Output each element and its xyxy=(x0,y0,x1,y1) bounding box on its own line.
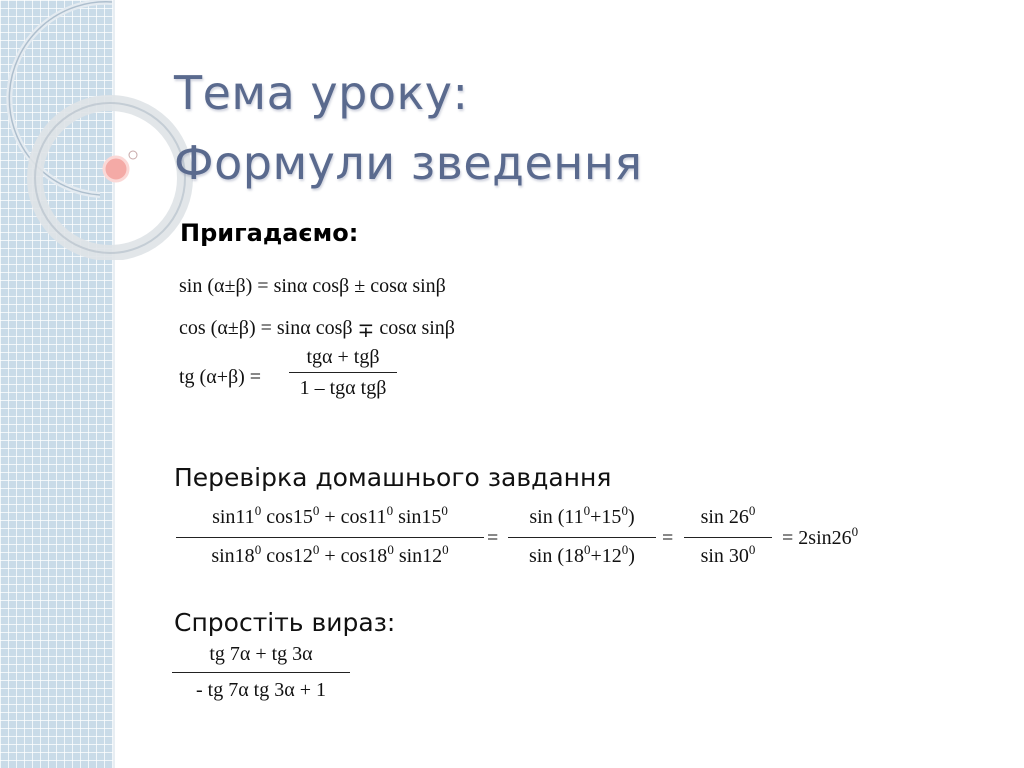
tg-sum-numerator: tgα + tgβ xyxy=(306,346,380,368)
homework-fraction-1-numerator: $\sin 11^0$ $\cos 15^0 + \cos 11^0$ $\sin 15^0$ xyxy=(212,503,448,528)
decorative-side-strip xyxy=(0,0,115,768)
small-dot-icon xyxy=(129,151,137,159)
sin-sum-formula: sin (α±β) = sinα cosβ ± cosα sinβ xyxy=(179,275,446,297)
homework-result: = $2\sin 26^0$ xyxy=(782,524,859,549)
recall-label: Пригадаємо: xyxy=(180,219,359,247)
simplify-numerator: tg 7α + tg 3α xyxy=(209,643,313,665)
homework-fraction-3-numerator: $\sin 26^0$ xyxy=(700,503,756,528)
fraction-bar xyxy=(172,672,350,673)
homework-fraction-1-denominator: $\sin 18^0$ $\cos 12^0 + \cos 18^0$ $\sin 12^0$ xyxy=(211,542,449,567)
homework-fraction-1 xyxy=(176,503,484,568)
fraction-bar xyxy=(508,537,656,538)
homework-fraction-2-numerator: $\sin (11^0+15^0)$ xyxy=(529,503,635,528)
title-line-1: Тема уроку: xyxy=(174,66,469,120)
simplify-fraction xyxy=(172,643,350,702)
fraction-bar xyxy=(684,537,772,538)
slide-title xyxy=(174,58,643,198)
cos-sum-left: cos (α±β) = sinα cosβ xyxy=(179,317,353,339)
tg-sum-lhs: tg (α+β) = xyxy=(179,366,262,388)
tg-sum-denominator: 1 – tgα tgβ xyxy=(299,377,387,399)
cos-sum-right: cosα sinβ xyxy=(379,317,455,339)
homework-fraction-2-denominator: $\sin (18^0+12^0)$ xyxy=(529,542,635,567)
equals-sign-1: = xyxy=(487,527,499,549)
homework-heading: Перевірка домашнього завдання xyxy=(174,463,612,492)
fraction-bar xyxy=(289,372,397,373)
homework-fraction-3 xyxy=(684,503,772,568)
title-line-2: Формули зведення xyxy=(174,136,643,190)
equals-sign-2: = xyxy=(662,527,674,549)
simplify-heading: Спростіть вираз: xyxy=(174,608,396,637)
cos-sum-sign: ∓ xyxy=(357,320,375,342)
simplify-denominator: - tg 7α tg 3α + 1 xyxy=(195,679,326,701)
fraction-bar xyxy=(176,537,484,538)
tg-sum-fraction xyxy=(289,346,397,400)
homework-fraction-3-denominator: $\sin 30^0$ xyxy=(700,542,756,567)
homework-fraction-2 xyxy=(508,503,656,568)
cos-sum-formula xyxy=(179,315,455,340)
